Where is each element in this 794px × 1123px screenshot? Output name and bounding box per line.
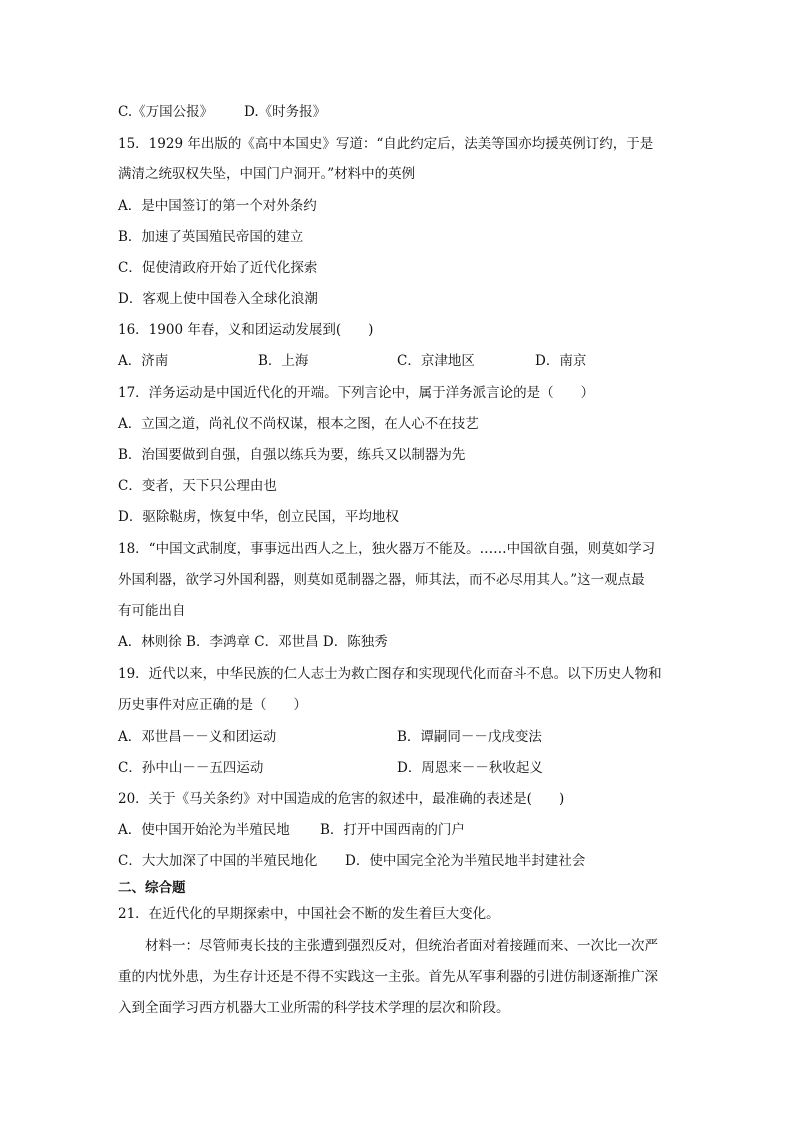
q14-option-d: D.《时务报》 bbox=[244, 104, 327, 120]
q16-stem: 16．1900 年春，义和团运动发展到( ) bbox=[118, 322, 374, 338]
q17-stem: 17．洋务运动是中国近代化的开端。下列言论中，属于洋务派言论的是（ ） bbox=[118, 385, 595, 401]
q18-stem-line1: 18．“中国文武制度，事事远出西人之上，独火器万不能及。……中国欲自强，则莫如学习 bbox=[118, 541, 656, 557]
q16-option-a: A．济南 bbox=[118, 353, 169, 369]
q18-stem-line2: 外国利器，欲学习外国利器，则莫如觅制器之器，师其法，而不必尽用其人。”这一观点最 bbox=[118, 572, 645, 588]
q21-material-line1: 材料一：尽管师夷长技的主张遭到强烈反对，但统治者面对着接踵而来、一次比一次严 bbox=[145, 938, 658, 954]
q14-option-c: C.《万国公报》 bbox=[118, 104, 214, 120]
q18-stem-line3: 有可能出自 bbox=[118, 603, 186, 619]
q19-option-b: B．谭嗣同－－戊戌变法 bbox=[397, 729, 542, 745]
q15-option-a: A．是中国签订的第一个对外条约 bbox=[118, 198, 317, 214]
q20-option-d: D．使中国完全沦为半殖民地半封建社会 bbox=[345, 853, 586, 869]
q15-option-c: C．促使清政府开始了近代化探索 bbox=[118, 260, 318, 276]
q16-option-c: C．京津地区 bbox=[397, 353, 475, 369]
q19-stem-line2: 历史事件对应正确的是（ ） bbox=[118, 697, 307, 713]
q21-material-line2: 重的内忧外患，为生存计还是不得不实践这一主张。首先从军事利器的引进仿制逐渐推广深 bbox=[118, 969, 658, 985]
q19-option-a: A．邓世昌－－义和团运动 bbox=[118, 729, 277, 745]
q17-option-d: D．驱除鞑虏，恢复中华，创立民国，平均地权 bbox=[118, 509, 399, 525]
q20-option-c: C．大大加深了中国的半殖民地化 bbox=[118, 853, 318, 869]
q19-stem-line1: 19．近代以来，中华民族的仁人志士为救亡图存和实现现代化而奋斗不息。以下历史人物和 bbox=[118, 666, 662, 682]
q21-stem: 21．在近代化的早期探索中，中国社会不断的发生着巨大变化。 bbox=[118, 906, 500, 922]
q21-material-line3: 入到全面学习西方机器大工业所需的科学技术学理的层次和阶段。 bbox=[118, 1000, 510, 1016]
q19-option-c: C．孙中山－－五四运动 bbox=[118, 760, 264, 776]
q15-option-d: D．客观上使中国卷入全球化浪潮 bbox=[118, 291, 318, 307]
q16-option-b: B．上海 bbox=[258, 353, 309, 369]
q19-option-d: D．周恩来－－秋收起义 bbox=[397, 760, 543, 776]
q17-option-a: A．立国之道，尚礼仪不尚权谋，根本之图，在人心不在技艺 bbox=[118, 416, 479, 432]
q20-option-a: A．使中国开始沦为半殖民地 bbox=[118, 822, 290, 838]
q16-option-d: D．南京 bbox=[535, 353, 587, 369]
section-heading: 二、综合题 bbox=[118, 880, 186, 896]
q18-options: A．林则徐 B．李鸿章 C．邓世昌 D．陈独秀 bbox=[118, 634, 388, 650]
q15-stem-line1: 15．1929 年出版的《高中本国史》写道：“自此约定后，法美等国亦均援英例订约，于是 bbox=[118, 136, 654, 152]
q15-stem-line2: 满清之统驭权失坠，中国门户洞开。”材料中的英例 bbox=[118, 166, 416, 182]
q20-option-b: B．打开中国西南的门户 bbox=[320, 822, 465, 838]
q17-option-c: C．变者，天下只公理由也 bbox=[118, 478, 277, 494]
q17-option-b: B．治国要做到自强，自强以练兵为要，练兵又以制器为先 bbox=[118, 447, 466, 463]
q20-stem: 20．关于《马关条约》对中国造成的危害的叙述中，最准确的表述是( ) bbox=[118, 791, 565, 807]
q15-option-b: B．加速了英国殖民帝国的建立 bbox=[118, 229, 304, 245]
